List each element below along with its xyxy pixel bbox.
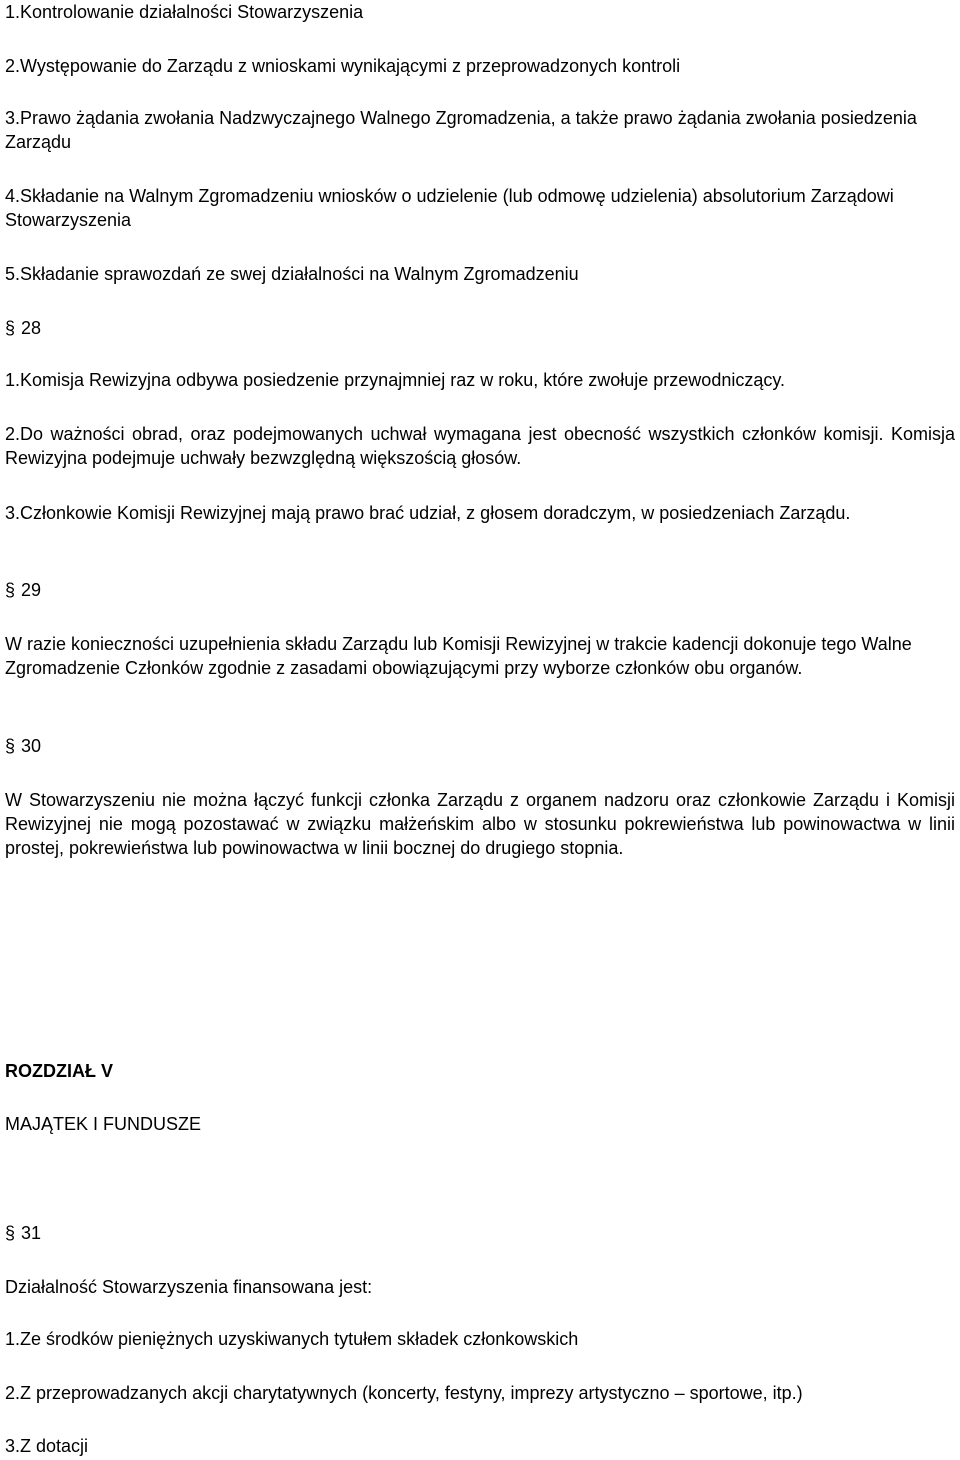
section-sign: § xyxy=(5,736,16,756)
list-item: 3.Prawo żądania zwołania Nadzwyczajnego Walnego Zgromadzenia, a także prawo żądania zwołania posiedzenia Zarządu xyxy=(5,108,917,152)
list-item: 4.Składanie na Walnym Zgromadzeniu wniosków o udzielenie (lub odmowę udzielenia) absolutorium Zarządowi Stowarzyszenia xyxy=(5,186,894,230)
list-item: 5.Składanie sprawozdań ze swej działalności na Walnym Zgromadzeniu xyxy=(5,264,579,284)
section-number: 31 xyxy=(21,1223,42,1243)
section-sign: § xyxy=(5,318,16,338)
section-heading-29 xyxy=(5,578,955,602)
list-item: 1.Komisja Rewizyjna odbywa posiedzenie przynajmniej raz w roku, które zwołuje przewodniczący. xyxy=(5,370,786,390)
chapter-title: ROZDZIAŁ V xyxy=(5,1061,113,1081)
list-item: 2.Występowanie do Zarządu z wnioskami wynikającymi z przeprowadzonych kontroli xyxy=(5,56,681,76)
list-item: 1.Kontrolowanie działalności Stowarzyszenia xyxy=(5,2,364,22)
section-sign: § xyxy=(5,580,16,600)
paragraph: Działalność Stowarzyszenia finansowana jest: xyxy=(5,1277,373,1297)
section-heading-30 xyxy=(5,734,955,758)
list-item: 2.Z przeprowadzanych akcji charytatywnych (koncerty, festyny, imprezy artystyczno – sportowe, itp.) xyxy=(5,1383,803,1403)
section-number: 29 xyxy=(21,580,42,600)
section-sign: § xyxy=(5,1223,16,1243)
section-number: 30 xyxy=(21,736,42,756)
section-heading-31 xyxy=(5,1221,955,1245)
section-heading-28 xyxy=(5,316,955,340)
list-item: 3.Z dotacji xyxy=(5,1436,89,1456)
chapter-subtitle: MAJĄTEK I FUNDUSZE xyxy=(5,1114,202,1134)
paragraph: W Stowarzyszeniu nie można łączyć funkcji członka Zarządu z organem nadzoru oraz członkowie Zarządu i Komisji Rewizyjnej nie mogą pozostawać w związku małżeńskim albo w stosunku pokrewieństwa lub powinowactwa w linii prostej, pokrewieństwa lub powinowactwa w linii bocznej do drugiego stopnia. xyxy=(5,790,955,858)
list-item: 3.Członkowie Komisji Rewizyjnej mają prawo brać udział, z głosem doradczym, w posiedzeniach Zarządu. xyxy=(5,503,851,523)
list-item: 1.Ze środków pieniężnych uzyskiwanych tytułem składek członkowskich xyxy=(5,1329,579,1349)
section-number: 28 xyxy=(21,318,42,338)
list-item: 2.Do ważności obrad, oraz podejmowanych uchwał wymagana jest obecność wszystkich członków komisji. Komisja Rewizyjna podejmuje uchwały bezwzględną większością głosów. xyxy=(5,424,955,468)
paragraph: W razie konieczności uzupełnienia składu Zarządu lub Komisji Rewizyjnej w trakcie kadencji dokonuje tego Walne Zgromadzenie Członków zgodnie z zasadami obowiązującymi przy wyborze członków obu organów. xyxy=(5,634,912,678)
